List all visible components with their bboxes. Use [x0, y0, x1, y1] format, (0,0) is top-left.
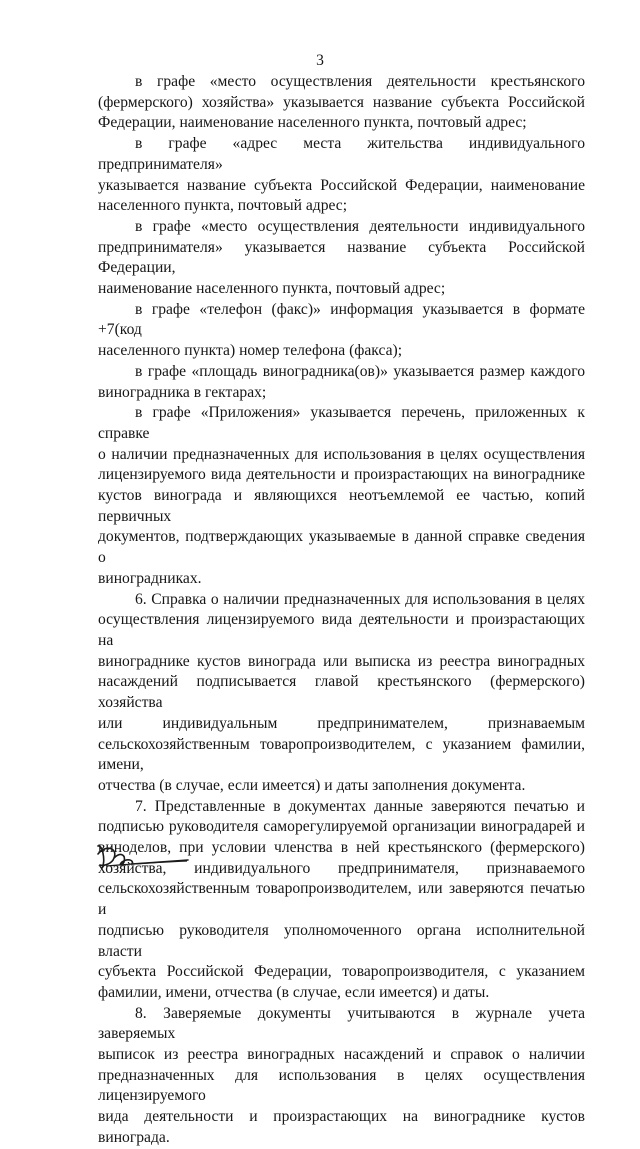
text-line: виноградника в гектарах;: [98, 383, 267, 401]
paragraph: [98, 362, 585, 403]
text-line: осуществления лицензируемого вида деятельности и произрастающих на: [98, 611, 585, 649]
text-line: отчества (в случае, если имеется) и даты заполнения документа.: [98, 776, 526, 794]
signature: [92, 838, 192, 878]
text-line: или индивидуальным предпринимателем, признаваемым: [98, 714, 585, 732]
paragraph: [98, 1004, 585, 1149]
text-line: сельскохозяйственным товаропроизводителем, или заверяются печатью и: [98, 880, 585, 919]
text-line: лицензируемого вида деятельности и произрастающих на винограднике: [98, 466, 585, 484]
paragraph: [98, 217, 585, 300]
paragraph: [98, 797, 585, 1004]
paragraph: [98, 72, 585, 134]
document-body: [98, 72, 585, 1149]
text-line: подписью руководителя уполномоченного органа исполнительной власти: [98, 921, 585, 960]
text-line: субъекта Российской Федерации, товаропроизводителя, с указанием: [98, 963, 585, 981]
text-line: в графе «телефон (факс)» информация указывается в формате +7(код: [98, 300, 585, 339]
text-line: (фермерского) хозяйства» указывается название субъекта Российской: [98, 93, 585, 111]
paragraph: [98, 403, 585, 589]
text-line: виноградниках.: [98, 569, 202, 587]
text-line: в графе «адрес места жительства индивидуального предпринимателя»: [98, 135, 585, 173]
text-line: хозяйства, индивидуального предпринимателя, признаваемого: [98, 859, 585, 877]
text-line: кустов винограда и являющихся неотъемлемой ее частью, копий первичных: [98, 487, 585, 525]
text-line: выписок из реестра виноградных насаждений и справок о наличии: [98, 1046, 585, 1064]
text-line: населенного пункта) номер телефона (факса);: [98, 342, 403, 360]
text-line: виноделов, при условии членства в ней крестьянского (фермерского): [98, 839, 585, 857]
text-line: фамилии, имени, отчества (в случае, если имеется) и даты.: [98, 983, 490, 1001]
text-line: 6. Справка о наличии предназначенных для использования в целях: [135, 590, 585, 608]
text-line: сельскохозяйственным товаропроизводителем, с указанием фамилии, имени,: [98, 735, 585, 774]
text-line: населенного пункта, почтовый адрес;: [98, 197, 348, 215]
paragraph: [98, 300, 585, 362]
text-line: о наличии предназначенных для использования в целях осуществления: [98, 445, 585, 463]
text-line: 7. Представленные в документах данные заверяются печатью и: [135, 797, 585, 815]
paragraph: [98, 590, 585, 797]
text-line: в графе «место осуществления деятельности крестьянского: [135, 73, 585, 90]
text-line: в графе «место осуществления деятельности индивидуального: [135, 217, 585, 235]
text-line: насаждений подписывается главой крестьянского (фермерского) хозяйства: [98, 673, 585, 712]
page-number: 3: [316, 52, 324, 69]
text-line: указывается название субъекта Российской Федерации, наименование: [98, 176, 585, 194]
text-line: предпринимателя» указывается название субъекта Российской Федерации,: [98, 238, 585, 277]
text-line: предназначенных для использования в целях осуществления лицензируемого: [98, 1066, 585, 1105]
text-line: подписью руководителя саморегулируемой организации виноградарей и: [98, 818, 585, 836]
text-line: наименование населенного пункта, почтовый адрес;: [98, 280, 446, 298]
text-line: винограднике кустов винограда или выписка из реестра виноградных: [98, 652, 585, 670]
text-line: в графе «площадь виноградника(ов)» указывается размер каждого: [135, 362, 585, 380]
text-line: вида деятельности и произрастающих на винограднике кустов винограда.: [98, 1108, 585, 1146]
text-line: 8. Заверяемые документы учитываются в журнале учета заверяемых: [98, 1004, 585, 1043]
text-line: в графе «Приложения» указывается перечень, приложенных к справке: [98, 404, 585, 442]
paragraph: [98, 134, 585, 217]
text-line: Федерации, наименование населенного пункта, почтовый адрес;: [98, 114, 527, 132]
text-line: документов, подтверждающих указываемые в данной справке сведения о: [98, 528, 585, 567]
